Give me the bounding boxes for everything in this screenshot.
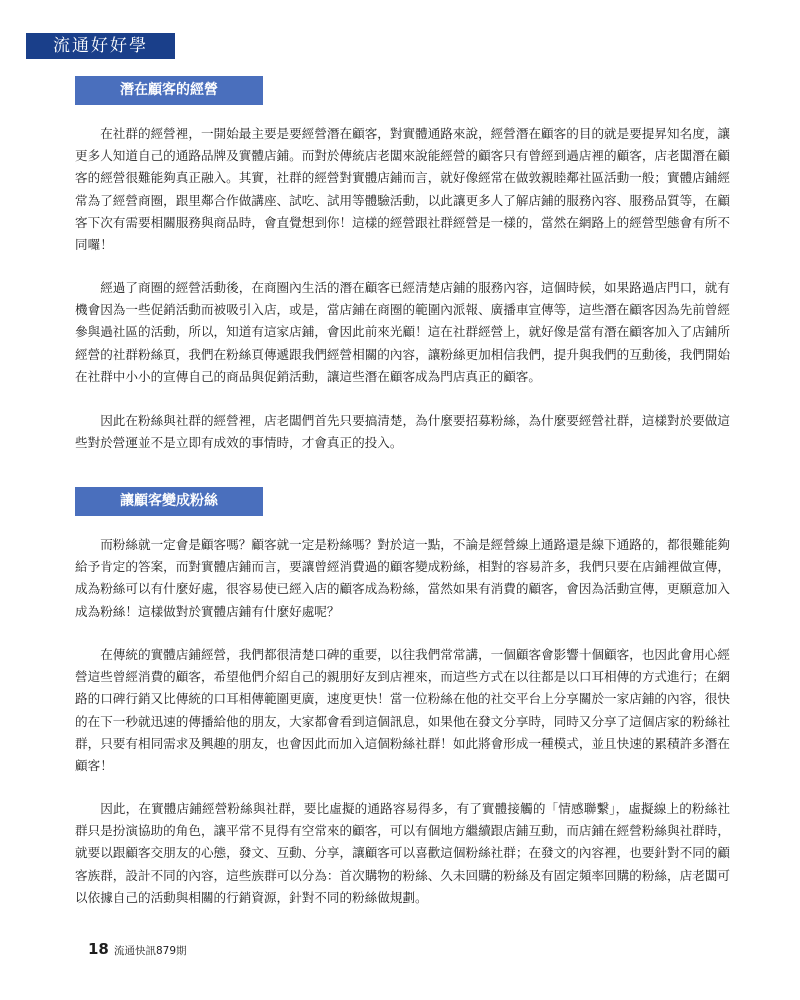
paragraph: 在社群的經營裡，一開始最主要是要經營潛在顧客，對實體通路來說，經營潛在顧客的目的就是要提昇知名度，讓更多人知道自己的通路品牌及實體店鋪。而對於傳統店老闆來說能經營的顧客只有曾經到過店裡的顧客，店老闆潛在顧客的經營很難能夠真正融入。其實，社群的經營對實體店鋪而言，就好像經常在做敦親睦鄰社區活動一般；實體店鋪經常為了經營商圈，跟里鄰合作做講座、試吃、試用等體驗活動，以此讓更多人了解店鋪的服務內容、服務品質等，在顧客下次有需要相關服務與商品時，會直覺想到你！這樣的經營跟社群經營是一樣的，當然在網路上的經營型態會有所不同囉！ bbox=[75, 126, 730, 253]
issue-label: 流通快訊879期 bbox=[114, 945, 187, 957]
paragraph: 經過了商圈的經營活動後，在商圈內生活的潛在顧客已經清楚店鋪的服務內容，這個時候，如果路過店門口，就有機會因為一些促銷活動而被吸引入店，或是，當店鋪在商圈的範圍內派報、廣播車宣傳等，這些潛在顧客因為先前曾經參與過社區的活動，所以，知道有這家店鋪，會因此前來光顧！這在社群經營上，就好像是當有潛在顧客加入了店鋪所經營的社群粉絲頁，我們在粉絲頁傳遞跟我們經營相關的內容，讓粉絲更加相信我們，提升與我們的互動後，我們開始在社群中小小的宣傳自己的商品與促銷活動，讓這些潛在顧客成為門店真正的顧客。 bbox=[75, 280, 730, 384]
section-heading: 潛在顧客的經營 bbox=[75, 76, 263, 105]
paragraph: 在傳統的實體店鋪經營，我們都很清楚口碑的重要，以往我們常常講，一個顧客會影響十個顧客，也因此會用心經營這些曾經消費的顧客，希望他們介紹自己的親朋好友到店裡來，而這些方式在以往都是以口耳相傳的方式進行；在網路的口碑行銷又比傳統的口耳相傳範圍更廣，速度更快！當一位粉絲在他的社交平台上分享關於一家店鋪的內容，很快的在下一秒就迅速的傳播給他的朋友，大家都會看到這個訊息，如果他在發文分享時，同時又分享了這個店家的粉絲社群，只要有相同需求及興趣的朋友，也會因此而加入這個粉絲社群！如此將會形成一種模式，並且快速的累積許多潛在顧客！ bbox=[75, 647, 730, 774]
column-title: 流通好好學 bbox=[26, 33, 175, 59]
paragraph: 而粉絲就一定會是顧客嗎？顧客就一定是粉絲嗎？對於這一點，不論是經營線上通路還是線下通路的，都很難能夠給予肯定的答案，而對實體店鋪而言，要讓曾經消費過的顧客變成粉絲，相對的容易許多，我們只要在店鋪裡做宣傳，成為粉絲可以有什麼好處，很容易使已經入店的顧客成為粉絲，當然如果有消費的顧客，會因為活動宣傳，更願意加入成為粉絲！這樣做對於實體店鋪有什麼好處呢？ bbox=[75, 537, 730, 619]
paragraph: 因此，在實體店鋪經營粉絲與社群，要比虛擬的通路容易得多，有了實體接觸的「情感聯繫」，虛擬線上的粉絲社群只是扮演協助的角色，讓平常不見得有空常來的顧客，可以有個地方繼續跟店鋪互動，而店鋪在經營粉絲與社群時，就要以跟顧客交朋友的心態，發文、互動、分享，讓顧客可以喜歡這個粉絲社群；在發文的內容裡，也要針對不同的顧客族群，設計不同的內容，這些族群可以分為：首次購物的粉絲、久未回購的粉絲及有固定頻率回購的粉絲，店老闆可以依據自己的活動與相關的行銷資源，針對不同的粉絲做規劃。 bbox=[75, 801, 730, 905]
section-heading: 讓顧客變成粉絲 bbox=[75, 487, 263, 516]
paragraph: 因此在粉絲與社群的經營裡，店老闆們首先只要搞清楚，為什麼要招募粉絲，為什麼要經營社群，這樣對於要做這些對於營運並不是立即有成效的事情時，才會真正的投入。 bbox=[75, 413, 730, 451]
page-number: 18 bbox=[88, 940, 109, 958]
